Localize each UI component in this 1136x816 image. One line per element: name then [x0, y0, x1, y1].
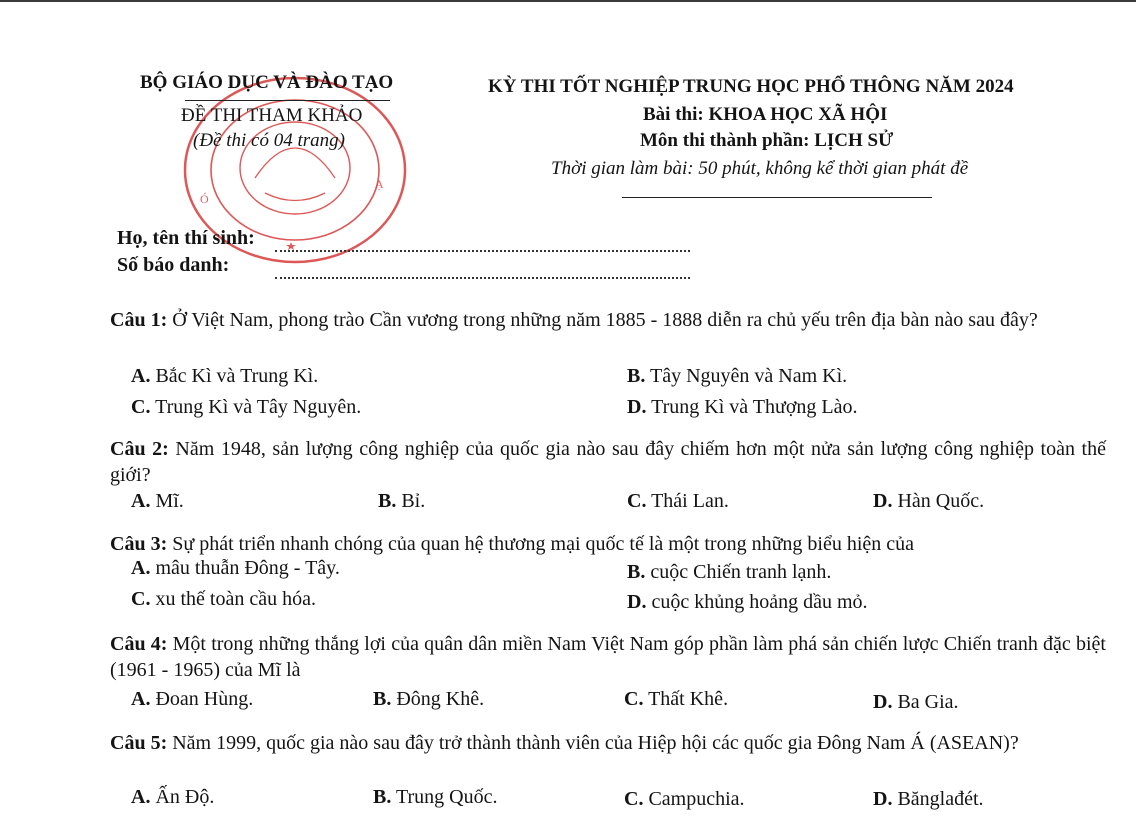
- question-text: Sự phát triển nhanh chóng của quan hệ thương mại quốc tế là một trong những biểu hiện của: [167, 533, 915, 555]
- question-label: Câu 2:: [110, 438, 169, 460]
- candidate-id-field[interactable]: [275, 263, 690, 279]
- option-letter: D.: [873, 691, 893, 713]
- question-5-option-a[interactable]: [131, 786, 214, 809]
- option-text: Hàn Quốc.: [892, 490, 985, 512]
- candidate-name-label: Họ, tên thí sinh:: [117, 227, 255, 249]
- option-letter: A.: [131, 365, 151, 387]
- option-letter: C.: [624, 688, 644, 710]
- candidate-id-row: [117, 254, 229, 277]
- subject-line: [640, 130, 893, 152]
- option-text: Tây Nguyên và Nam Kì.: [645, 365, 848, 387]
- option-letter: D.: [627, 396, 647, 418]
- subject-group-line: [643, 104, 887, 126]
- option-letter: A.: [131, 557, 151, 579]
- option-text: Đông Khê.: [391, 688, 485, 710]
- option-text: Mĩ.: [150, 490, 184, 512]
- option-letter: D.: [873, 490, 893, 512]
- ministry-name: BỘ GIÁO DỤC VÀ ĐÀO TẠO: [140, 72, 394, 93]
- svg-text:Ó: Ó: [200, 192, 209, 206]
- option-text: Bỉ.: [396, 490, 426, 512]
- option-letter: C.: [627, 490, 647, 512]
- question-label: Câu 4:: [110, 633, 168, 655]
- question-1-option-d[interactable]: [627, 396, 858, 419]
- ministry-underline: [185, 100, 390, 101]
- option-text: mâu thuẫn Đông - Tây.: [150, 557, 340, 579]
- question-5-option-c[interactable]: [624, 788, 745, 811]
- question-text: Ở Việt Nam, phong trào Cần vương trong những năm 1885 - 1888 diễn ra chủ yếu trên địa bàn nào sau đây?: [167, 309, 1038, 331]
- question-2: [110, 436, 1106, 488]
- option-letter: D.: [627, 591, 647, 613]
- exam-title: KỲ THI TỐT NGHIỆP TRUNG HỌC PHỔ THÔNG NĂM 2024: [488, 76, 1014, 97]
- question-4-option-d[interactable]: [873, 691, 959, 714]
- option-letter: B.: [373, 786, 392, 808]
- question-text: Năm 1948, sản lượng công nghiệp của quốc gia nào sau đây chiếm hơn một nửa sản lượng công nghiệp toàn thế giới?: [110, 438, 1106, 486]
- subject-group: KHOA HỌC XÃ HỘI: [708, 104, 888, 125]
- candidate-id-label: Số báo danh:: [117, 254, 230, 276]
- question-4-option-c[interactable]: [624, 688, 728, 711]
- option-text: Trung Quốc.: [391, 786, 498, 808]
- option-letter: C.: [624, 788, 644, 810]
- question-label: Câu 3:: [110, 533, 168, 555]
- subject: LỊCH SỬ: [814, 130, 894, 151]
- time-note: Thời gian làm bài: 50 phút, không kể thời gian phát đề: [551, 158, 969, 179]
- question-4: [110, 631, 1106, 683]
- option-text: xu thế toàn cầu hóa.: [150, 588, 316, 610]
- option-letter: B.: [378, 490, 397, 512]
- option-text: Đoan Hùng.: [150, 688, 254, 710]
- option-text: cuộc khủng hoảng dầu mỏ.: [646, 591, 868, 613]
- option-letter: A.: [131, 688, 151, 710]
- question-3-option-c[interactable]: [131, 588, 316, 611]
- question-label: Câu 5:: [110, 732, 168, 754]
- option-text: Bắc Kì và Trung Kì.: [150, 365, 319, 387]
- header-rule: [622, 197, 932, 198]
- option-text: Trung Kì và Thượng Lào.: [646, 396, 858, 418]
- question-5-option-d[interactable]: [873, 788, 984, 811]
- option-text: Ba Gia.: [892, 691, 959, 713]
- question-1-option-b[interactable]: [627, 365, 847, 388]
- question-5: [110, 730, 1106, 756]
- question-1: [110, 307, 1106, 333]
- question-label: Câu 1:: [110, 309, 168, 331]
- question-5-option-b[interactable]: [373, 786, 497, 809]
- question-2-option-c[interactable]: [627, 490, 729, 513]
- candidate-name-row: [117, 227, 255, 250]
- subject-group-label: Bài thi:: [643, 104, 709, 125]
- option-text: Thất Khê.: [643, 688, 729, 710]
- subject-label: Môn thi thành phần:: [640, 130, 815, 151]
- option-letter: B.: [627, 561, 646, 583]
- option-letter: C.: [131, 588, 151, 610]
- option-text: Campuchia.: [643, 788, 745, 810]
- question-3-option-a[interactable]: [131, 557, 340, 580]
- question-2-option-d[interactable]: [873, 490, 984, 513]
- question-4-option-b[interactable]: [373, 688, 484, 711]
- question-text: Năm 1999, quốc gia nào sau đây trở thành thành viên của Hiệp hội các quốc gia Đông Nam Á (ASEAN)?: [167, 732, 1019, 754]
- option-text: Bănglađét.: [892, 788, 984, 810]
- question-3: [110, 531, 1106, 557]
- doc-type: ĐỀ THI THAM KHẢO: [181, 105, 363, 126]
- svg-text:Ạ: Ạ: [375, 177, 384, 191]
- option-text: Thái Lan.: [646, 490, 729, 512]
- question-text: Một trong những thắng lợi của quân dân miền Nam Việt Nam góp phần làm phá sản chiến lược Chiến tranh đặc biệt (1961 - 1965) của Mĩ là: [110, 633, 1106, 681]
- question-2-option-a[interactable]: [131, 490, 184, 513]
- question-4-option-a[interactable]: [131, 688, 253, 711]
- option-letter: C.: [131, 396, 151, 418]
- option-letter: B.: [627, 365, 646, 387]
- option-text: cuộc Chiến tranh lạnh.: [645, 561, 832, 583]
- option-letter: A.: [131, 490, 151, 512]
- option-letter: A.: [131, 786, 151, 808]
- option-letter: B.: [373, 688, 392, 710]
- option-text: Trung Kì và Tây Nguyên.: [150, 396, 362, 418]
- option-text: Ấn Độ.: [150, 786, 215, 808]
- question-3-option-b[interactable]: [627, 561, 831, 584]
- pages-note: (Đề thi có 04 trang): [193, 130, 345, 151]
- question-1-option-a[interactable]: [131, 365, 318, 388]
- page-top-border: [0, 0, 1136, 2]
- candidate-name-field[interactable]: [275, 236, 690, 252]
- question-3-option-d[interactable]: [627, 591, 868, 614]
- question-1-option-c[interactable]: [131, 396, 361, 419]
- option-letter: D.: [873, 788, 893, 810]
- question-2-option-b[interactable]: [378, 490, 425, 513]
